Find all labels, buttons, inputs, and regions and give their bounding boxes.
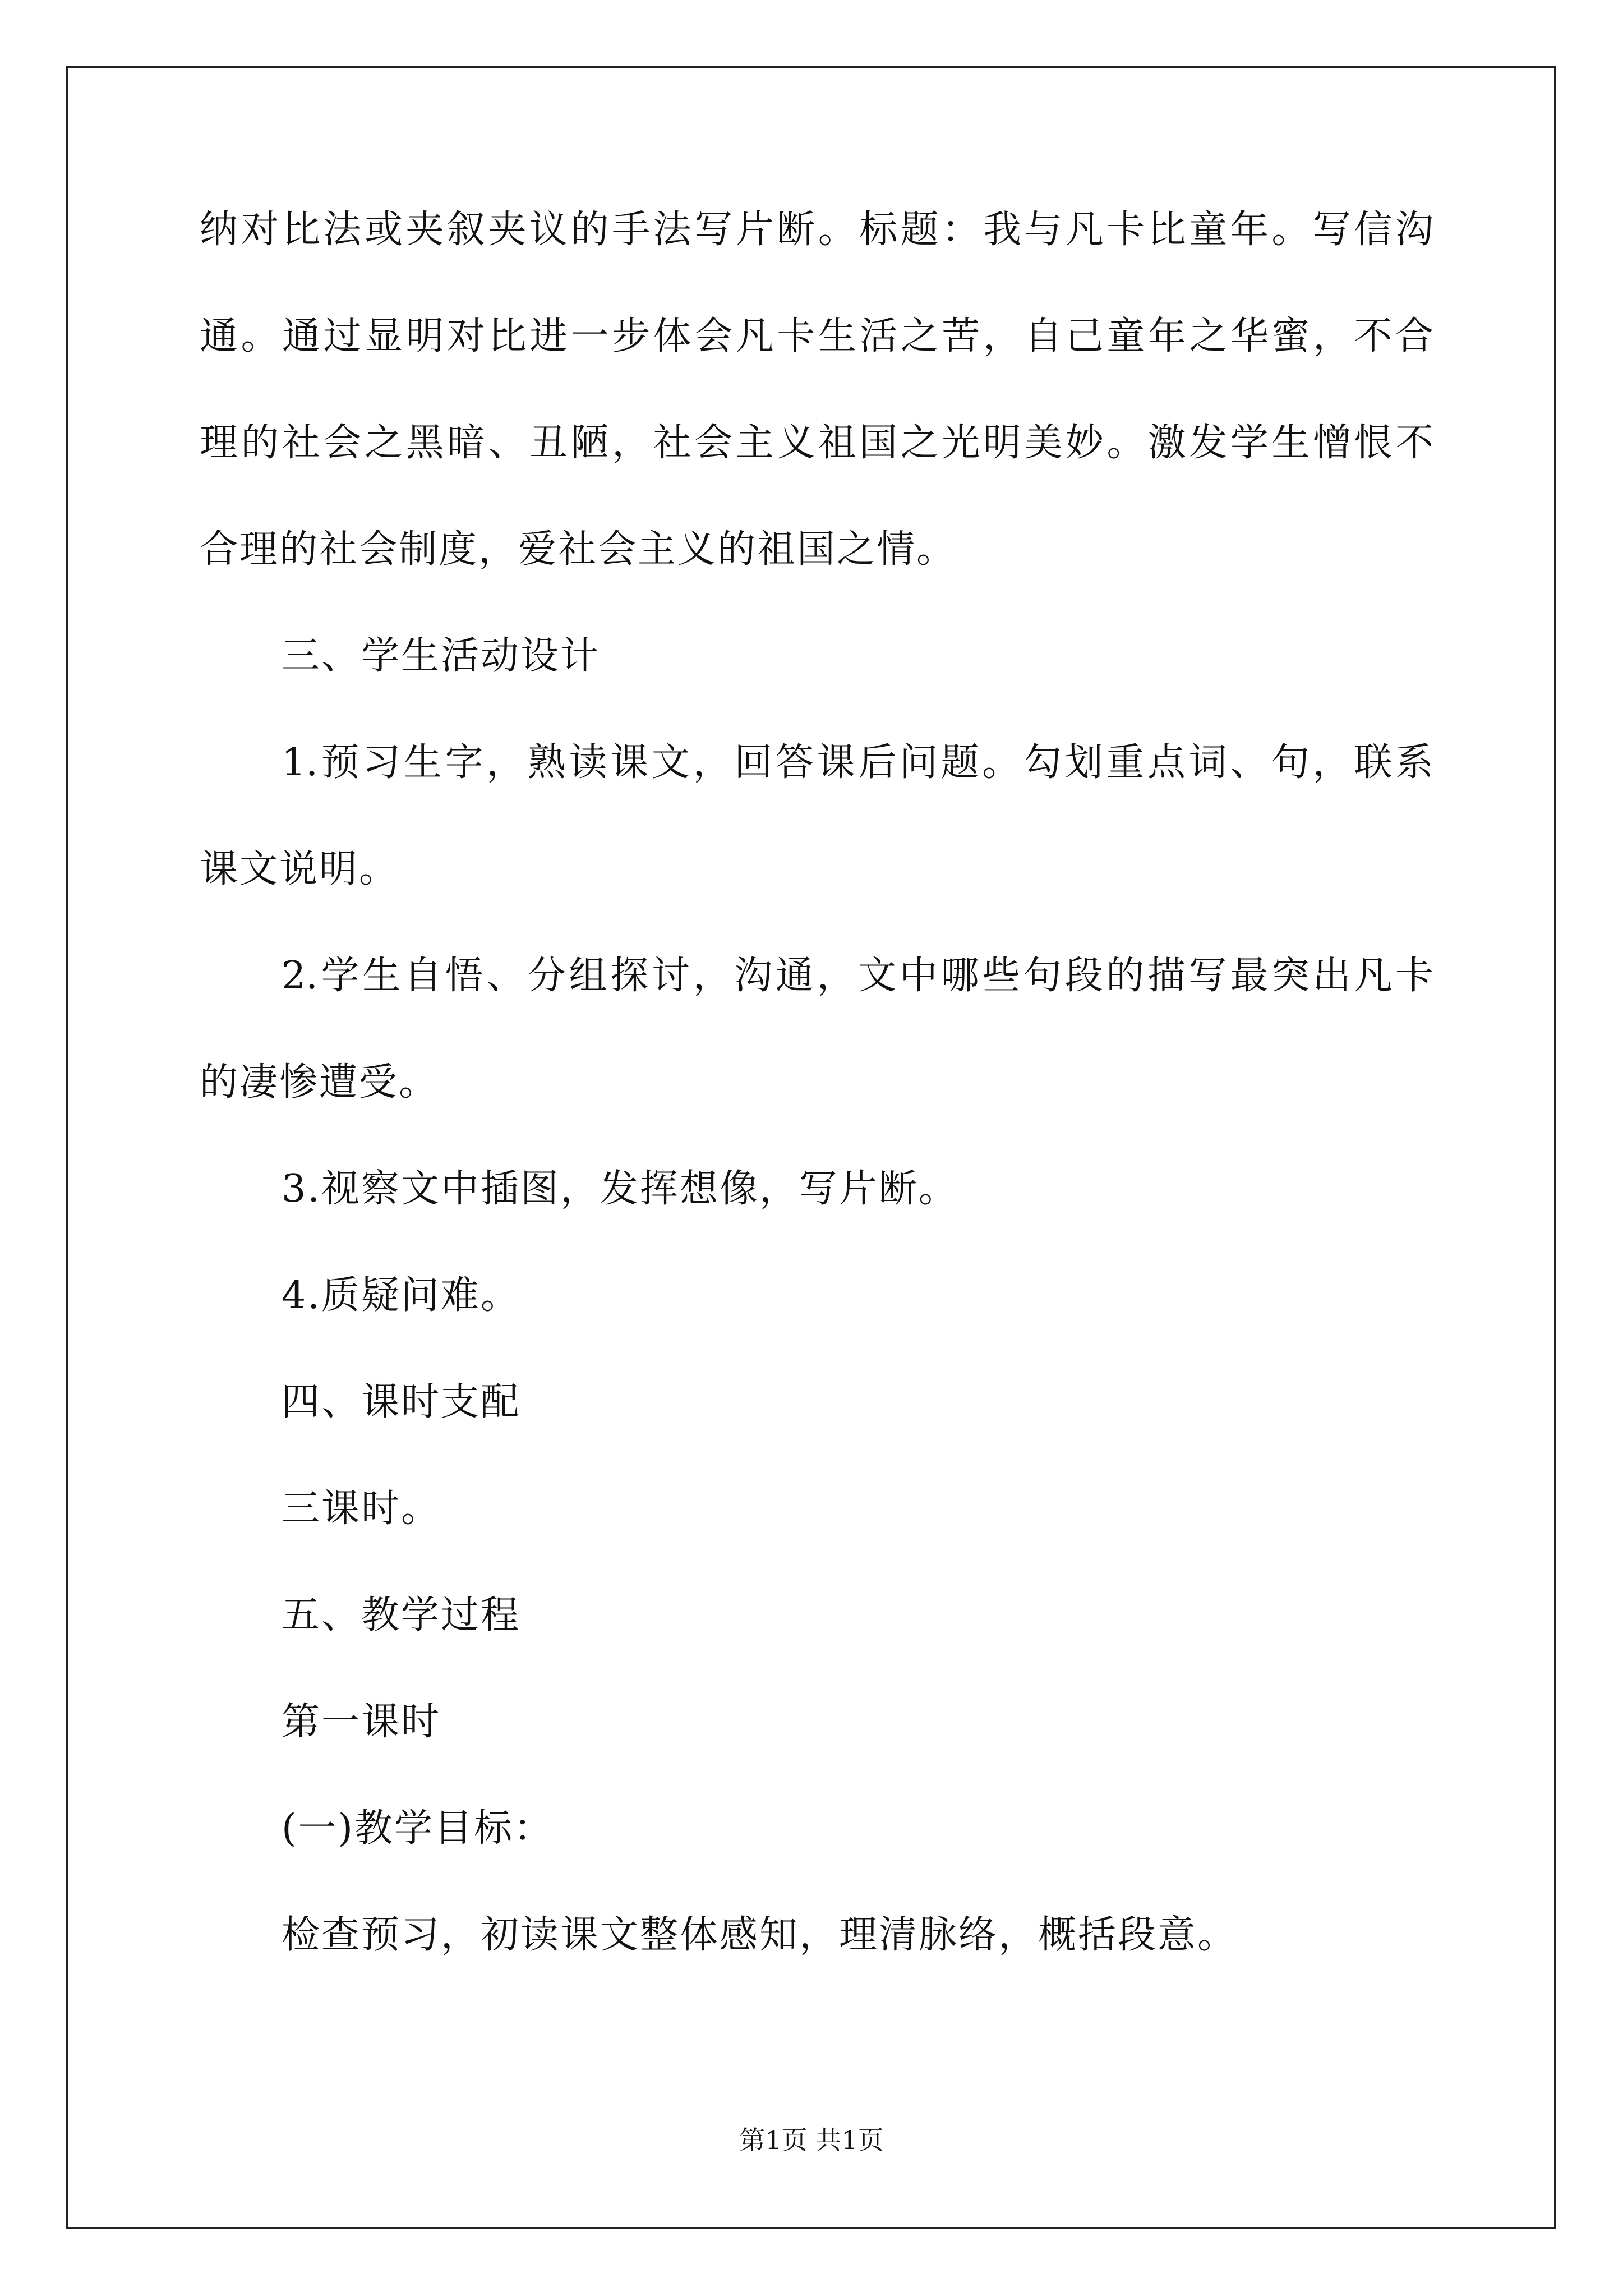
- text-line: 的凄惨遭受。: [200, 1060, 439, 1105]
- text-line: 合理的社会制度，爱社会主义的祖国之情。: [200, 527, 957, 572]
- text-line: 三课时。: [282, 1487, 441, 1531]
- list-item: 1.预习生字，熟读课文，回答课后问题。勾划重点词、句，联系: [282, 740, 1433, 785]
- list-item: 2.学生自悟、分组探讨，沟通，文中哪些句段的描写最突出凡卡: [282, 954, 1433, 998]
- subsection-heading: (一)教学目标：: [282, 1806, 554, 1851]
- text-line: 课文说明。: [200, 847, 399, 891]
- list-item: 4.质疑问难。: [282, 1273, 520, 1318]
- page-border: [66, 66, 1556, 2229]
- section-heading: 五、教学过程: [282, 1593, 521, 1637]
- text-line: 理的社会之黑暗、丑陋，社会主义祖国之光明美妙。激发学生憎恨不: [200, 421, 1433, 465]
- list-item: 3.视察文中插图，发挥想像，写片断。: [282, 1167, 958, 1211]
- section-heading: 三、学生活动设计: [282, 634, 601, 678]
- section-heading: 四、课时支配: [282, 1380, 521, 1424]
- text-line: 通。通过显明对比进一步体会凡卡生活之苦，自己童年之华蜜，不合: [200, 314, 1433, 358]
- text-line: 检查预习，初读课文整体感知，理清脉络，概括段意。: [282, 1913, 1238, 1957]
- text-line: 纳对比法或夹叙夹议的手法写片断。标题：我与凡卡比童年。写信沟: [200, 208, 1433, 252]
- subsection-heading: 第一课时: [282, 1700, 441, 1744]
- page-footer: 第1页 共1页: [739, 2125, 884, 2155]
